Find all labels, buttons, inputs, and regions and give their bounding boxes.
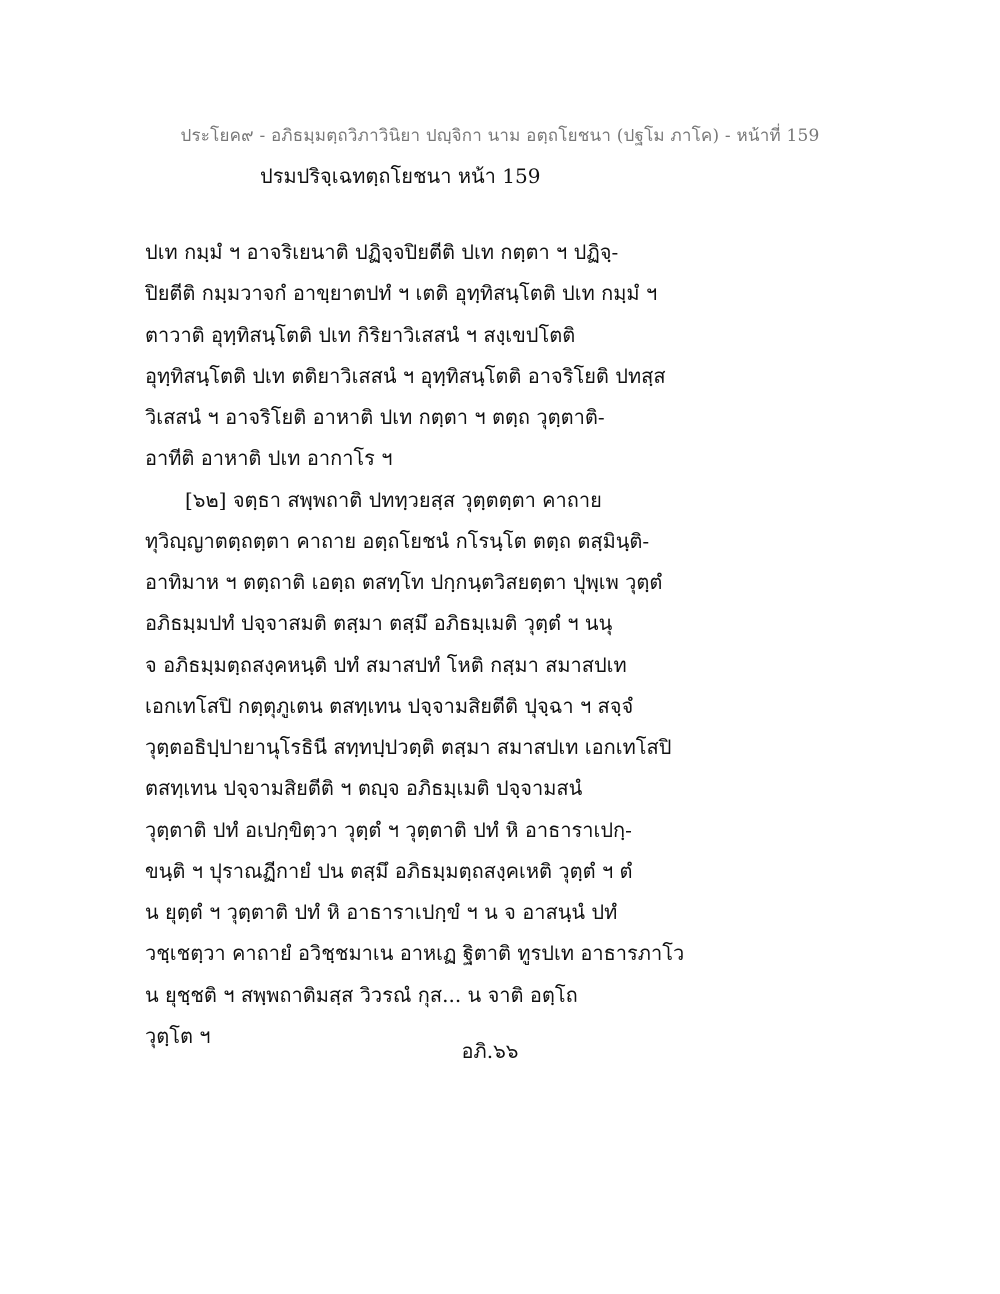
- text-line: ตาวาติ อุทฺทิสนฺโตติ ปเท กิริยาวิเสสนํ ฯ สงฺเขปโตติ: [145, 322, 576, 347]
- text-line: วชฺเชตฺวา คาถายํ อวิชฺชมาเน อาหเฏ ฐิตาติ ทูรปเท อาธารภาโว: [145, 941, 685, 966]
- text-line: ปเท กมฺมํ ฯ อาจริเยนาติ ปฏิจฺจปิยตีติ ปเท กตฺตา ฯ ปฏิจฺ-: [145, 240, 619, 264]
- text-line: อาทิมาห ฯ ตตฺถาติ เอตฺถ ตสทฺโท ปกฺกนฺตวิสยตฺตา ปุพฺเพ วุตฺตํ: [145, 570, 663, 594]
- text-line: น ยุตฺตํ ฯ วุตฺตาติ ปทํ หิ อาธาราเปกฺขํ ฯ น จ อาสนฺนํ ปทํ: [145, 900, 618, 924]
- text-line: ขนฺติ ฯ ปุราณฏีกายํ ปน ตสฺมึ อภิธมฺมตฺถสงฺคเหติ วุตฺตํ ฯ ตํ: [145, 858, 633, 883]
- running-header: ประโยค๙ - อภิธมฺมตฺถวิภาวินิยา ปญฺจิกา นาม อตฺถโยชนา (ปฐโม ภาโค) - หน้าที่ 159: [180, 126, 820, 146]
- text-line: อภิธมฺมปทํ ปจฺจาสมติ ตสฺมา ตสฺมึ อภิธมฺเมติ วุตฺตํ ฯ นนุ: [145, 611, 613, 636]
- text-line: วุตฺตาติ ปทํ อเปกฺขิตฺวา วุตฺตํ ฯ วุตฺตาติ ปทํ หิ อาธาราเปกฺ-: [145, 817, 632, 842]
- text-line: วุตฺตอธิปฺปายานุโรธินี สทฺทปฺปวตฺติ ตสฺมา สมาสปเท เอกเทโสปิ: [145, 735, 672, 759]
- text-line: ทุวิญฺญาตตฺถตฺตา คาถาย อตฺถโยชนํ กโรนฺโต ตตฺถ ตสฺมินฺติ-: [145, 528, 650, 553]
- text-line: อาทีติ อาหาติ ปเท อากาโร ฯ: [145, 446, 393, 471]
- chapter-title: ปรมปริจฺเฉทตฺถโยชนา หน้า 159: [260, 164, 541, 188]
- text-line: อุทฺทิสนฺโตติ ปเท ตติยาวิเสสนํ ฯ อุทฺทิสนฺโตติ อาจริโยติ ปทสฺส: [145, 363, 666, 388]
- text-line: ตสทฺเทน ปจฺจามสิยตีติ ฯ ตญฺจ อภิธมฺเมติ ปจฺจามสนํ: [145, 776, 583, 801]
- text-line: วุตฺโต ฯ: [145, 1023, 211, 1048]
- text-line: ปิยตีติ กมฺมวาจกํ อาขฺยาตปทํ ฯ เตติ อุทฺทิสนฺโตติ ปเท กมฺมํ ฯ: [145, 281, 658, 306]
- body-text: [145, 232, 865, 1057]
- text-line: น ยุชฺชติ ฯ สพฺพถาติมสฺส วิวรณํ กุส... น จาติ อตฺโถ: [145, 982, 578, 1007]
- page-mark: อภิ.๖๖: [461, 1039, 519, 1063]
- paragraph-start-line: [๖๒] จตฺธา สพฺพถาติ ปททฺวยสฺส วุตฺตตฺตา คาถาย: [185, 487, 602, 512]
- text-line: จ อภิธมฺมตฺถสงฺคหนฺติ ปทํ สมาสปทํ โหติ กสฺมา สมาสปเท: [145, 652, 627, 677]
- text-line: วิเสสนํ ฯ อาจริโยติ อาหาติ ปเท กตฺตา ฯ ตตฺถ วุตฺตาติ-: [145, 405, 605, 429]
- text-line: เอกเทโสปิ กตฺตุภูเตน ตสทฺเทน ปจฺจามสิยตีติ ปุจฺฉา ฯ สจฺจํ: [145, 693, 634, 718]
